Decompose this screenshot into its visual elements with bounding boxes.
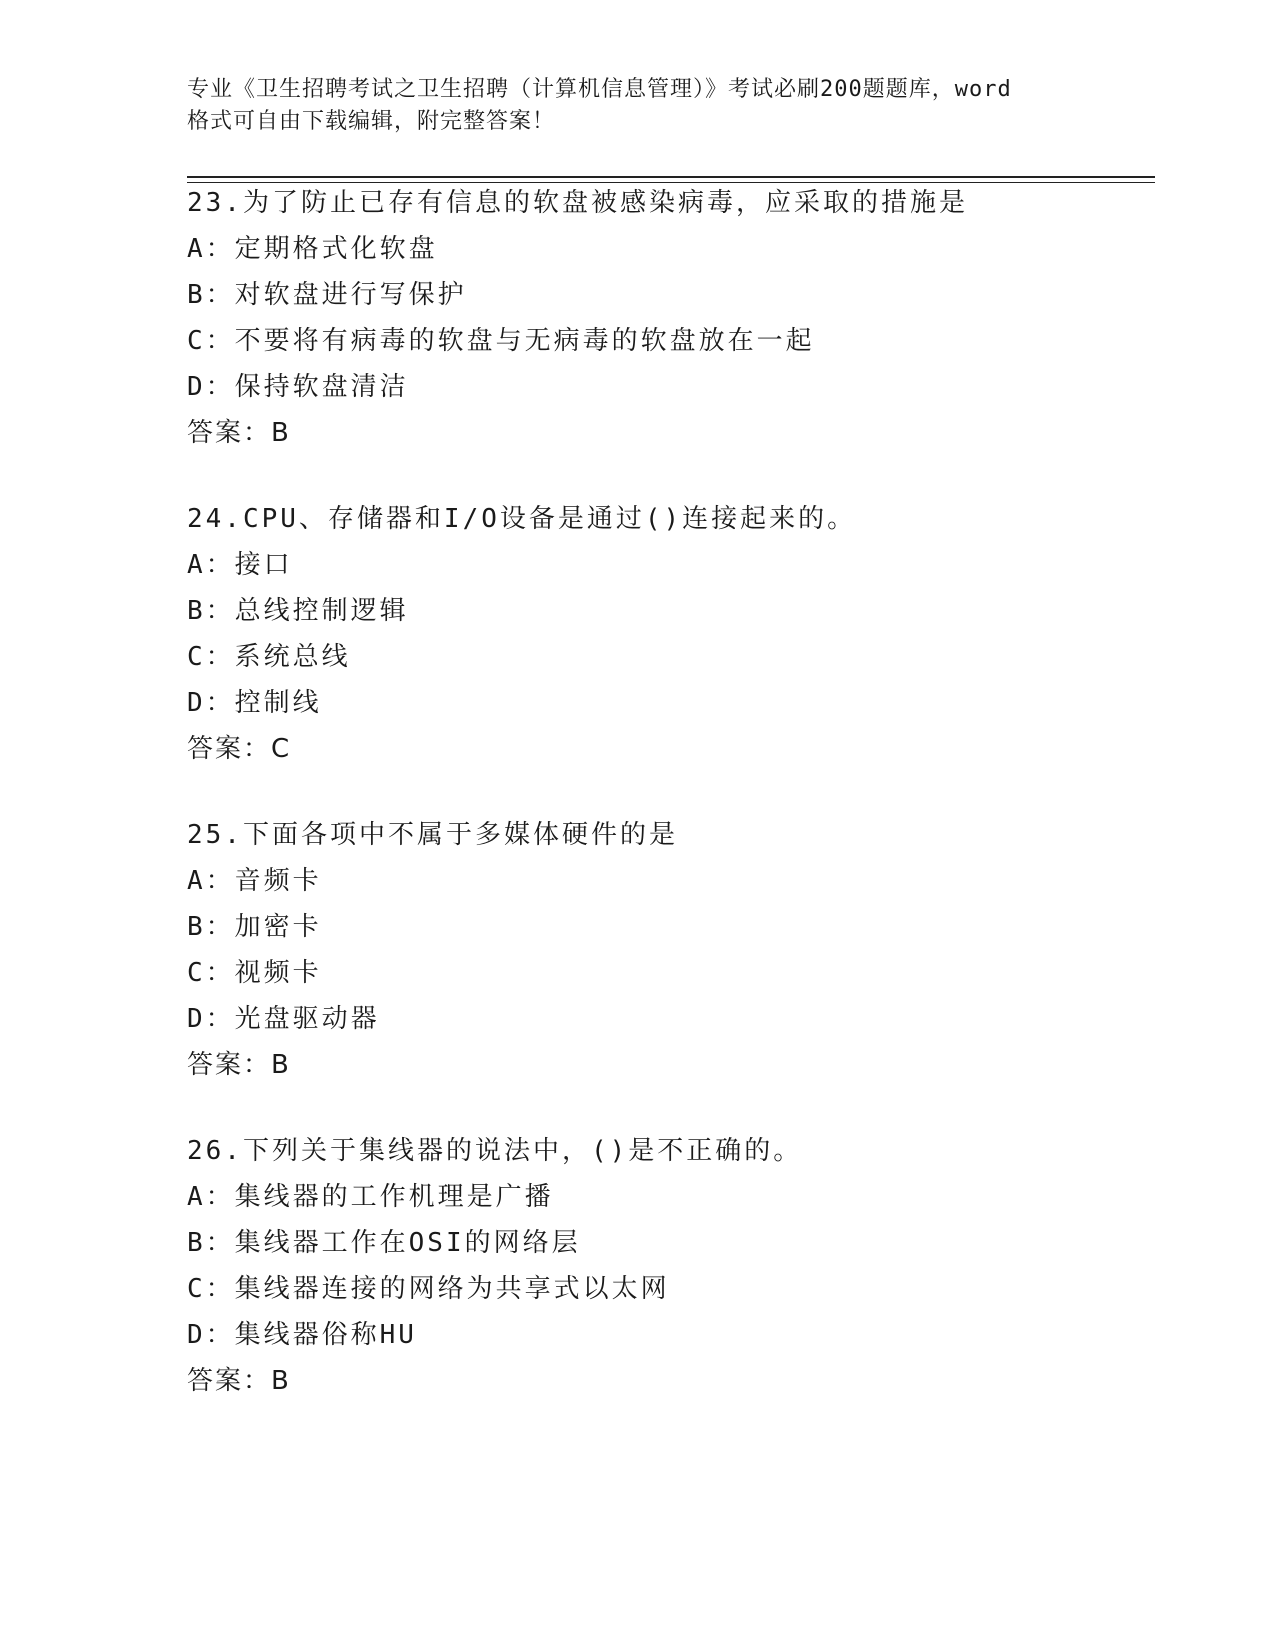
answer-line: 答案：B xyxy=(187,1050,291,1080)
answer-line: 答案：B xyxy=(187,1366,291,1396)
option-d: D：集线器俗称HU xyxy=(187,1320,417,1350)
option-b: B：总线控制逻辑 xyxy=(187,596,409,626)
question-25 xyxy=(187,812,1137,1088)
option-a: A：集线器的工作机理是广播 xyxy=(187,1182,554,1212)
option-b: B：集线器工作在OSI的网络层 xyxy=(187,1228,581,1258)
question-26 xyxy=(187,1128,1137,1404)
question-title: 24.CPU、存储器和I/O设备是通过()连接起来的。 xyxy=(187,504,857,534)
document-header xyxy=(187,74,1087,138)
question-title: 25.下面各项中不属于多媒体硬件的是 xyxy=(187,820,678,850)
question-24 xyxy=(187,496,1137,772)
option-d: D：保持软盘清洁 xyxy=(187,372,409,402)
option-c: C：视频卡 xyxy=(187,958,322,988)
option-a: A：音频卡 xyxy=(187,866,322,896)
question-23 xyxy=(187,180,1137,456)
option-c: C：集线器连接的网络为共享式以太网 xyxy=(187,1274,670,1304)
question-title: 23.为了防止已存有信息的软盘被感染病毒，应采取的措施是 xyxy=(187,188,968,218)
option-a: A：接口 xyxy=(187,550,293,580)
option-c: C：系统总线 xyxy=(187,642,351,672)
option-d: D：控制线 xyxy=(187,688,322,718)
option-c: C：不要将有病毒的软盘与无病毒的软盘放在一起 xyxy=(187,326,815,356)
header-line-2: 格式可自由下载编辑，附完整答案！ xyxy=(187,109,556,134)
answer-line: 答案：C xyxy=(187,734,292,764)
answer-line: 答案：B xyxy=(187,418,291,448)
option-b: B：对软盘进行写保护 xyxy=(187,280,467,310)
option-a: A：定期格式化软盘 xyxy=(187,234,438,264)
header-divider-thick xyxy=(187,176,1155,178)
header-line-1: 专业《卫生招聘考试之卫生招聘（计算机信息管理）》考试必刷200题题库，word xyxy=(187,77,1012,102)
option-b: B：加密卡 xyxy=(187,912,322,942)
question-title: 26.下列关于集线器的说法中，()是不正确的。 xyxy=(187,1136,803,1166)
option-d: D：光盘驱动器 xyxy=(187,1004,380,1034)
